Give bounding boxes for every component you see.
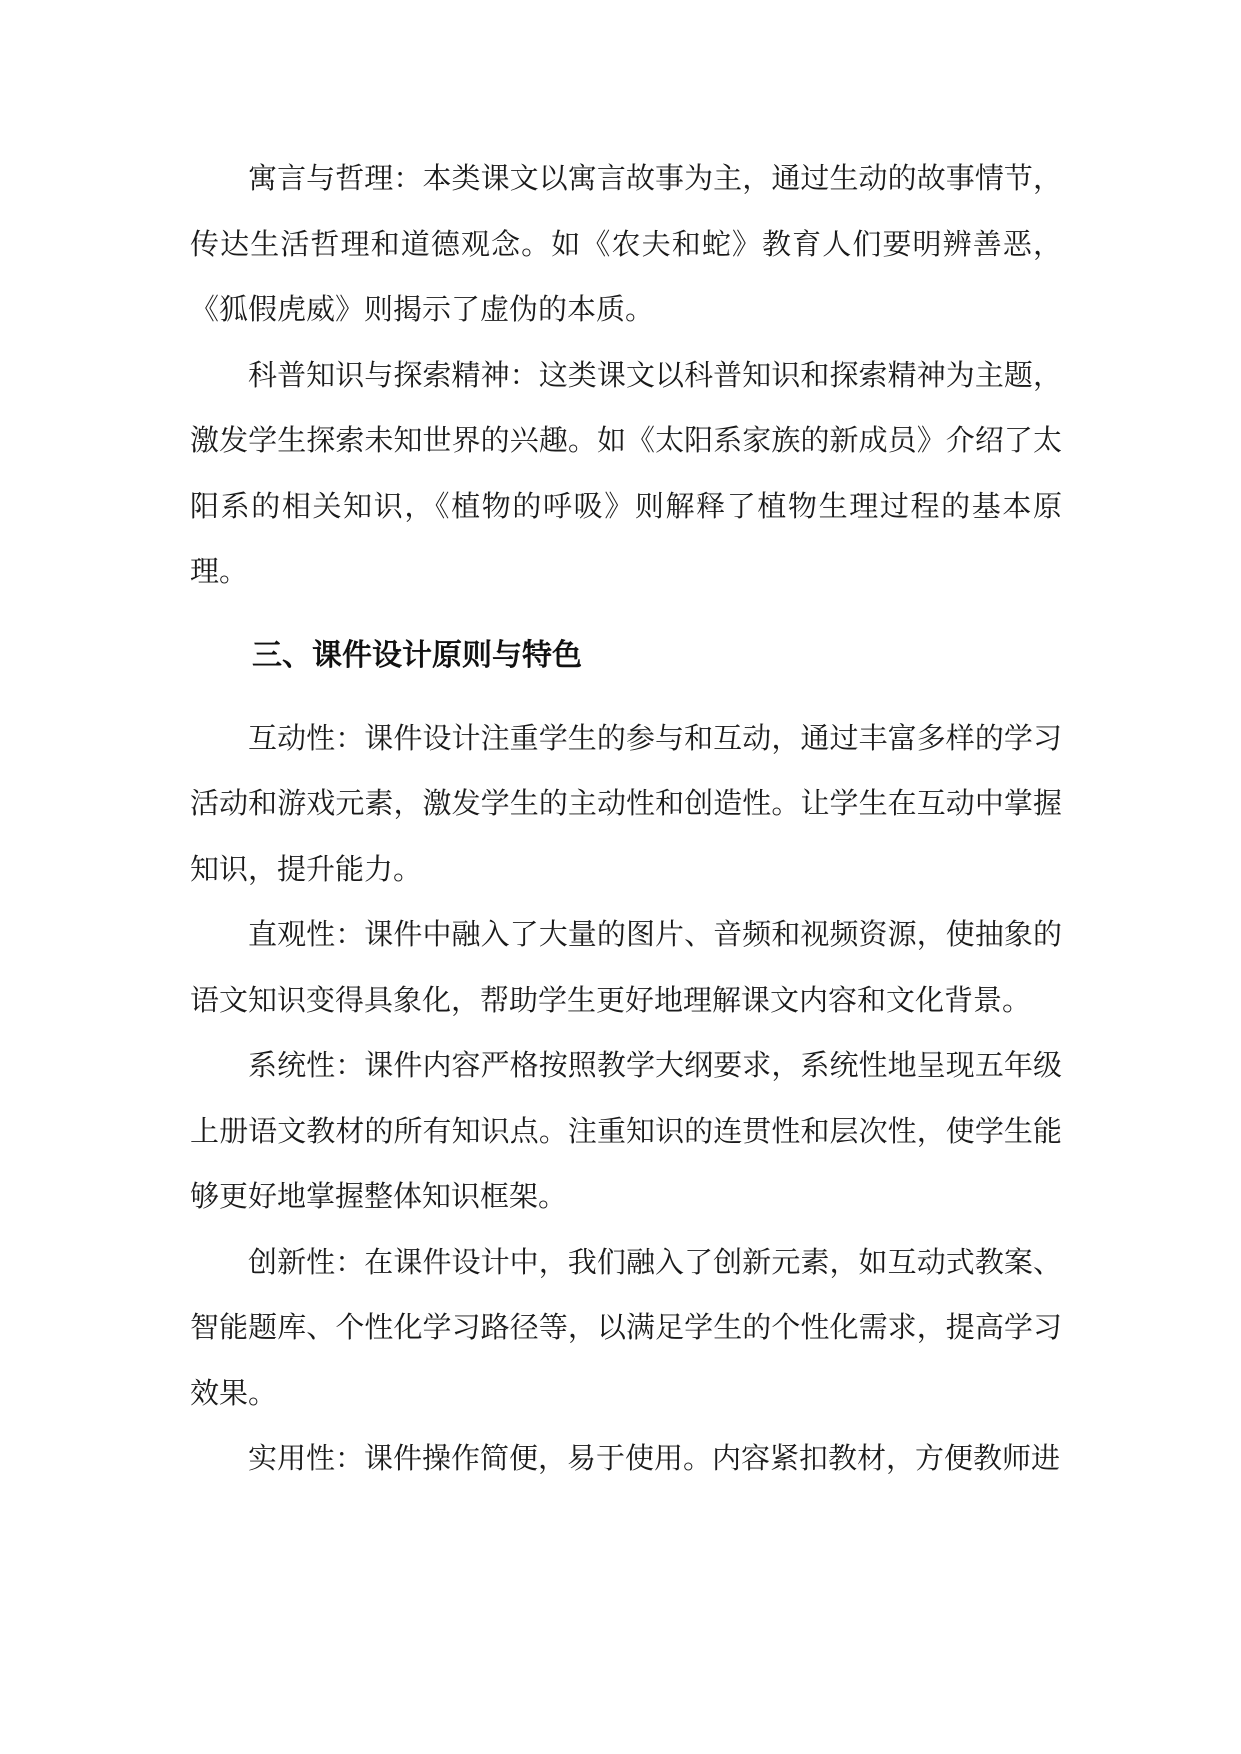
paragraph-fables: 寓言与哲理：本类课文以寓言故事为主，通过生动的故事情节，传达生活哲理和道德观念。如《农夫和蛇》教育人们要明辨善恶，《狐假虎威》则揭示了虚伪的本质。 [190,161,1062,326]
paragraph-innovation: 创新性：在课件设计中，我们融入了创新元素，如互动式教案、智能题库、个性化学习路径等，以满足学生的个性化需求，提高学习效果。 [190,1244,1062,1410]
document-body [190,146,1062,1492]
paragraph-science: 科普知识与探索精神：这类课文以科普知识和探索精神为主题，激发学生探索未知世界的兴趣。如《太阳系家族的新成员》介绍了太阳系的相关知识，《植物的呼吸》则解释了植物生理过程的基本原理。 [190,357,1062,588]
paragraph-interactivity: 互动性：课件设计注重学生的参与和互动，通过丰富多样的学习活动和游戏元素，激发学生的主动性和创造性。让学生在互动中掌握知识，提升能力。 [190,720,1062,886]
paragraph-systematic: 系统性：课件内容严格按照教学大纲要求，系统性地呈现五年级上册语文教材的所有知识点。注重知识的连贯性和层次性，使学生能够更好地掌握整体知识框架。 [190,1048,1062,1213]
paragraph-intuitiveness: 直观性：课件中融入了大量的图片、音频和视频资源，使抽象的语文知识变得具象化，帮助学生更好地理解课文内容和文化背景。 [190,917,1062,1017]
paragraph-practicality: 实用性：课件操作简便，易于使用。内容紧扣教材，方便教师进 [248,1441,1061,1475]
section-heading: 三、课件设计原则与特色 [252,637,582,673]
